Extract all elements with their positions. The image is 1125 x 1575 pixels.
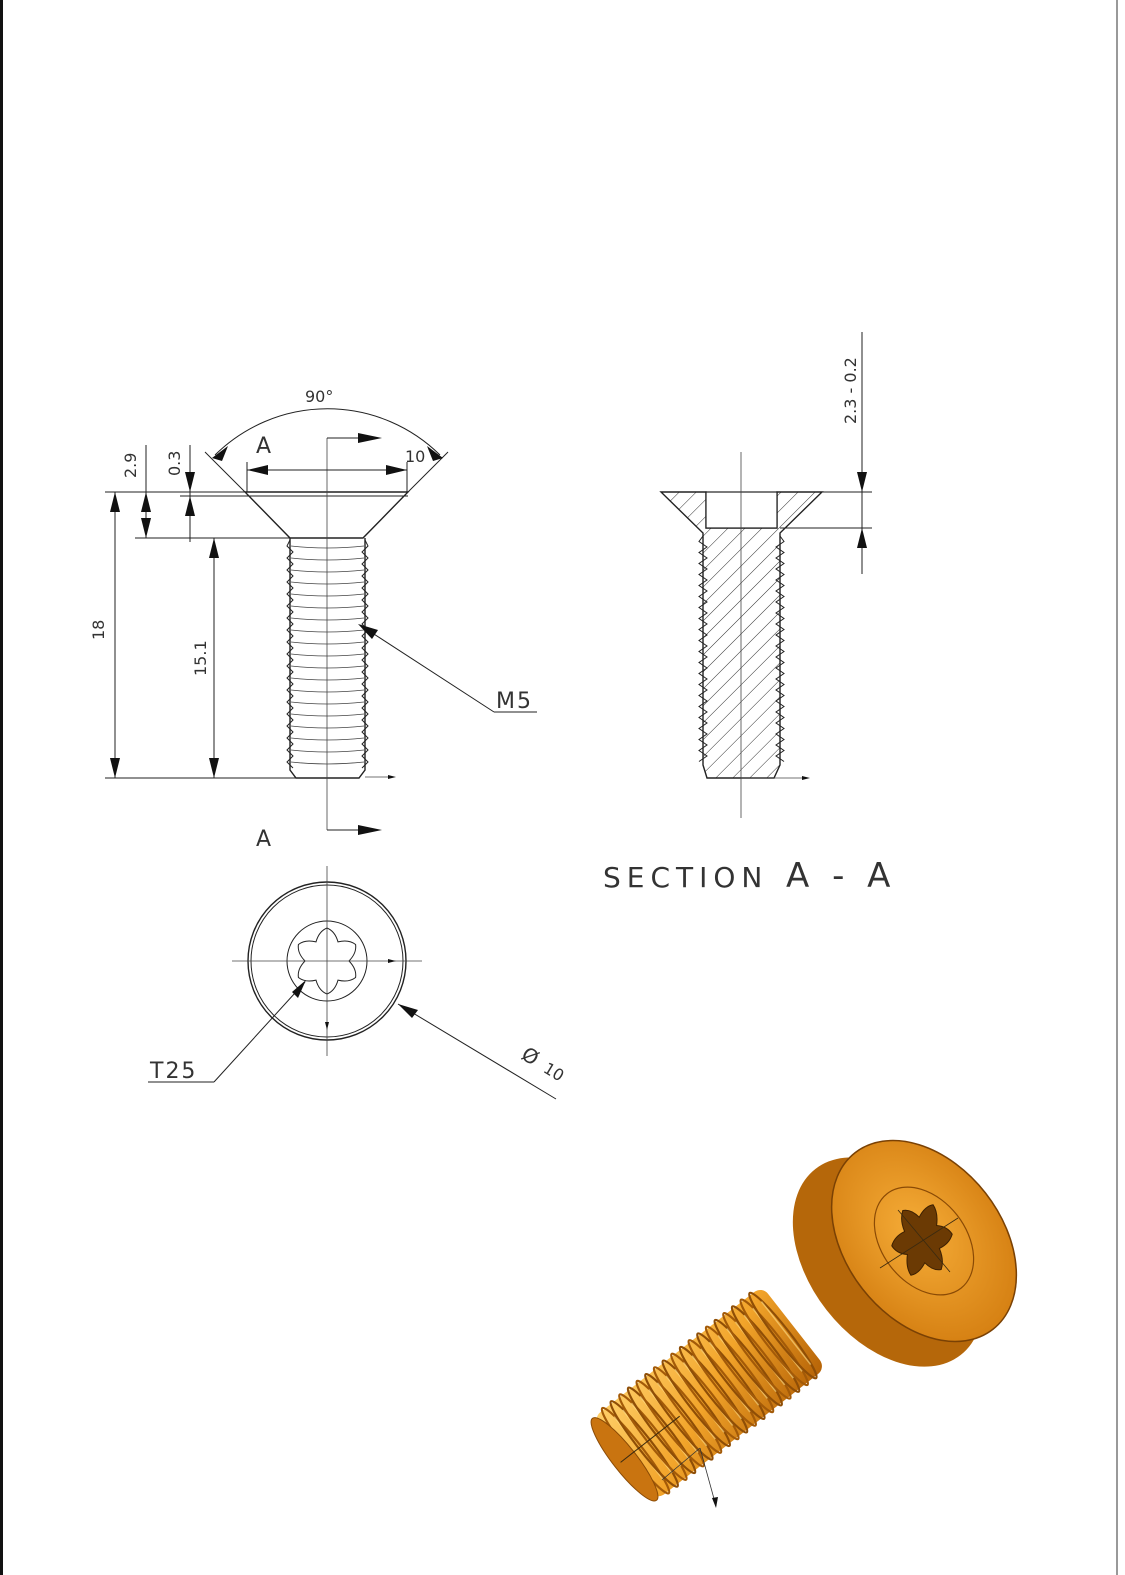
- section-id: A - A: [786, 856, 897, 896]
- edge-label: 0.3: [165, 450, 184, 476]
- thread-crest-line: [291, 738, 364, 740]
- screw-3d-render: [582, 1105, 1055, 1510]
- thread-crest-line: [291, 582, 364, 584]
- thread-crest-line: [291, 690, 364, 692]
- diameter-symbol: Ø: [517, 1041, 544, 1071]
- section-marker-top: A: [256, 434, 274, 459]
- screw-head-outline: [245, 492, 408, 538]
- head-height-label: 2.9: [121, 452, 140, 478]
- thread-crest-line: [291, 726, 364, 728]
- thread-length-label: 15.1: [191, 640, 210, 676]
- section-marker-bottom: A: [256, 827, 274, 852]
- thread-crest-line: [291, 630, 364, 632]
- thread-crest-line: [291, 714, 364, 716]
- thread-crest-line: [291, 618, 364, 620]
- section-view: [603, 332, 896, 896]
- thread-crest-line: [291, 642, 364, 644]
- front-view: [89, 387, 537, 852]
- recess-depth-label: 2.3 - 0.2: [841, 357, 860, 424]
- thread-crest-line: [291, 762, 364, 764]
- top-view: [148, 866, 570, 1099]
- thread-crest-line: [291, 570, 364, 572]
- outer-diameter-label: 10: [540, 1058, 568, 1086]
- thread-crest-line: [291, 594, 364, 596]
- thread-crest-line: [291, 666, 364, 668]
- thread-crest-line: [291, 750, 364, 752]
- thread-callout: M5: [496, 689, 533, 714]
- total-length-label: 18: [89, 619, 108, 640]
- head-diameter-label: 10: [405, 447, 426, 466]
- thread-crest-line: [291, 606, 364, 608]
- thread-crest-line: [291, 702, 364, 704]
- screw-shaft-outline: [290, 538, 365, 778]
- thread-crest-line: [291, 546, 364, 548]
- thread-crest-line: [291, 654, 364, 656]
- thread-crest-line: [291, 558, 364, 560]
- section-title: SECTION: [603, 861, 769, 894]
- drive-callout: T25: [150, 1059, 198, 1084]
- section-hatched-body: [661, 492, 822, 778]
- angle-label: 90°: [305, 387, 334, 406]
- thread-crest-line: [291, 678, 364, 680]
